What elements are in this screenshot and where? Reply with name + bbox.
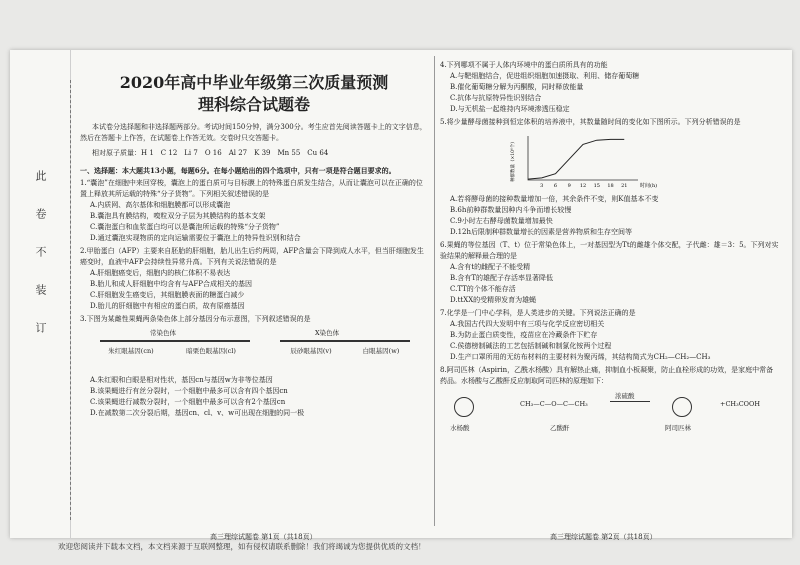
reactant-2-formula: CH₃—C—O—C—CH₃ (520, 400, 588, 408)
question-option: A.朱红眼和白眼是相对性状，基因cn与基因w为非等位基因 (90, 376, 273, 384)
y-axis-label: 种群数量（×10⁶个） (511, 139, 516, 182)
question-option: B.6h前种群数量因种内斗争而增长较慢 (450, 206, 572, 214)
growth-curve (528, 139, 624, 179)
question-option: D.胎儿的肝细胞中有相应的蛋白质，故有原癌基因 (90, 302, 245, 310)
question-option: C.侯德榜制碱法的工艺包括制碱和制氯化铵两个过程 (450, 342, 612, 350)
question-item (440, 60, 780, 115)
exam-title: 2020年高中毕业年级第三次质量预测 (119, 73, 389, 92)
chromosome-figure (80, 328, 428, 372)
reaction-scheme (440, 389, 780, 433)
question-stem: 3.下图为某雌性果蝇两条染色体上部分基因分布示意图，下列叙述错误的是 (80, 315, 311, 323)
exam-subtitle: 理科综合试题卷 (197, 95, 310, 114)
question-option: D.生产口罩所用的无纺布材料的主要材料为聚丙烯，其结构简式为CH₂—CH₂—CH₃ (450, 353, 711, 361)
gene-label: 白眼基因(w) (362, 347, 400, 355)
autosome-bar (100, 340, 250, 342)
binding-margin-text: 此 卷 不 装 订 (34, 170, 47, 341)
question-option: A.肝细胞癌变后，细胞内的核仁体积不易表达 (90, 269, 231, 277)
x-tick-label: 9 (567, 183, 571, 189)
exam-intro: 本试卷分选择题和非选择题两部分。考试时间150分钟，满分300分。考生应首先阅读答题卡上的文字信息，然后在答题卡上作答，在试题卷上作答无效。交卷时只交答题卡。 (80, 123, 427, 142)
x-chromosome-label: X染色体 (315, 329, 340, 337)
question-option: C.抗体与抗原特异性识别结合 (450, 94, 542, 102)
question-option: B.为防止蛋白质变性，疫苗应在冷藏条件下贮存 (450, 331, 598, 339)
growth-chart (500, 130, 658, 192)
byproduct-label: +CH₃COOH (720, 400, 760, 408)
x-axis-label: 时间(h) (640, 183, 658, 189)
question-option: B.囊泡具有膜结构，嗅粒双分子层为其膜结构的基本支架 (90, 212, 266, 220)
question-stem: 2.甲胎蛋白（AFP）主要来自胚胎的肝细胞，胎儿出生后约两周，AFP含量会下降到成人水平，但当肝细胞发生癌变时，血液中AFP会持续性异常升高。下列有关说法错误的是 (80, 247, 424, 266)
question-stem: 6.果蝇的等位基因（T、t）位于常染色体上，一对基因型为Tt的雌雄个体交配，子代雌：雄＝3：5。下列对实验结果的解释最合理的是 (440, 241, 779, 260)
gene-label: 暗栗色眼基因(cl) (186, 347, 236, 355)
question-item (80, 178, 428, 244)
benzene-ring-icon (454, 397, 474, 417)
question-item (80, 314, 428, 419)
question-item (440, 117, 780, 238)
atomic-masses: 相对原子质量：H 1 C 12 Li 7 O 16 Al 27 K 39 Mn 55 Cu 64 (92, 149, 329, 157)
benzene-ring-icon (672, 397, 692, 417)
reaction-arrow-icon (610, 401, 650, 402)
reactant-1-label: 水杨酸 (450, 424, 470, 432)
page-divider (434, 56, 435, 526)
question-option: C.9小时左右酵母菌数量增加最快 (450, 217, 553, 225)
left-question-list (80, 178, 428, 419)
question-stem: 8.阿司匹林（Aspirin，乙酰水杨酸）具有解热止痛，抑制血小板凝聚，防止血栓形成的功效，是家庭中常备药品。水杨酸与乙酸酐反应制取阿司匹林的原理如下： (440, 366, 774, 385)
autosome-label: 常染色体 (150, 329, 176, 337)
reaction-condition: 浓硫酸 (615, 392, 635, 400)
question-option: B.催化葡萄糖分解为丙酮酸，同时释放能量 (450, 83, 584, 91)
x-tick-label: 21 (621, 183, 628, 189)
x-tick-label: 18 (607, 183, 614, 189)
x-tick-label: 12 (579, 183, 587, 189)
question-option: D.12h后限制种群数量增长的因素是营养物质和生存空间等 (450, 228, 633, 236)
question-item (440, 240, 780, 306)
right-question-list (440, 60, 780, 541)
page-1: 2020年高中毕业年级第三次质量预测 理科综合试题卷 本试卷分选择题和非选择题两部分。考试时间150分钟，满分300分。考生应首先阅读答题卡上的文字信息，然后在答题卡上作答，在试题卷上作答无效。交卷时只交答题卡。 相对原子质量：H 1 C 12 Li 7 O 16 Al 27 K 39 Mn 55 Cu 64 一、选择题：本大题共13小题，每题6分。在每小题给出的四个选项中，只有一项是符合题目要求的。 1.“囊泡”在细胞中来回穿梭，囊泡上的蛋白质可与目标膜上的特殊蛋白质发生结合，从而让囊泡可以在正确的位置上释放其所运载的特殊“分子货物”。下列相关叙述错误的是 A.内质网、高尔基体和细胞膜都可以形成囊泡 B.囊泡具有膜结构，嗅粒双分子层为其膜结构的基本支架 C.囊泡蛋白和血浆蛋白均可以是囊泡所运载的特殊“分子货物” D.通过囊泡实现物质的定向运输需要位于囊泡上的特异性识别和结合 2.甲胎蛋白（AFP）主要来自胚胎的肝细胞，胎儿出生后约两周，AFP含量会下降到成人水平，但当肝细胞发生癌变时，血液中AFP会持续性异常升高。下列有关说法错误的是 A.肝细胞癌变后，细胞内的核仁体积不易表达 B.胎儿和成人肝细胞中均含有与AFP合成相关的基因 C.肝细胞发生癌变后，其细胞膜表面的糖蛋白减少 D.胎儿的肝细胞中有相应的蛋白质，故有原癌基因 3.下图为某雌性果蝇两条染色体上部分基因分布示意图，下列叙述错误的是 常染色体 X染色体 朱红眼基因(cn) 暗栗色眼基因(cl) 辰砂眼基因(v) 白眼基因(w) A.朱红眼和白眼是相对性状，基因cn与基因w为非等位基因 B.该果蝇进行有丝分裂时，一个细胞中最多可以含有四个基因cn C.该果蝇进行减数分裂时，一个细胞中最多可以含有2个基因cn D.在减数第二次分裂后期，基因cn、cl、v、w可出现在细胞的同一极 高三理综试题卷 第1页（共18页） (80, 73, 427, 541)
question-option: C.TT的个体不能存活 (450, 285, 516, 293)
reactant-2-label: 乙酸酐 (550, 424, 570, 432)
question-option: C.该果蝇进行减数分裂时，一个细胞中最多可以含有2个基因cn (90, 398, 286, 406)
question-option: C.肝细胞发生癌变后，其细胞膜表面的糖蛋白减少 (90, 291, 245, 299)
question-stem: 4.下列哪项不属于人体内环境中的蛋白质所具有的功能 (440, 61, 608, 69)
product-label: 阿司匹林 (665, 424, 691, 432)
question-item (80, 246, 428, 312)
question-option: A.与靶细胞结合，促进组织细胞加速摄取、利用、储存葡萄糖 (450, 72, 640, 80)
section-heading: 一、选择题：本大题共13小题，每题6分。在每小题给出的四个选项中，只有一项是符合题目要求的。 (80, 166, 396, 175)
chart-axes (528, 136, 638, 180)
x-tick-label: 15 (593, 183, 600, 189)
download-notice: 欢迎您阅读并下载本文档，本文档来源于互联网整理，如有侵权请联系删除！我们将竭诚为您提供优质的文档！ (58, 542, 426, 551)
question-item (440, 308, 780, 363)
question-option: A.内质网、高尔基体和细胞膜都可以形成囊泡 (90, 201, 231, 209)
question-option: A.含有t的雌配子不能受精 (450, 263, 531, 271)
question-option: B.该果蝇进行有丝分裂时，一个细胞中最多可以含有四个基因cn (90, 387, 288, 395)
question-option: D.在减数第二次分裂后期，基因cn、cl、v、w可出现在细胞的同一极 (90, 409, 305, 417)
question-option: A.若将酵母菌的接种数量增加一倍，其余条件不变，则K值基本不变 (450, 195, 659, 203)
x-chromosome-bar (280, 340, 410, 342)
question-stem: 1.“囊泡”在细胞中来回穿梭，囊泡上的蛋白质可与目标膜上的特殊蛋白质发生结合，从而让囊泡可以在正确的位置上释放其所运载的特殊“分子货物”。下列相关叙述错误的是 (80, 179, 423, 198)
question-option: A.我国古代四大发明中有三项与化学反应密切相关 (450, 320, 605, 328)
question-stem: 7.化学是一门中心学科，是人类进步的关键。下列说法正确的是 (440, 309, 636, 317)
binding-dash-line (70, 80, 71, 520)
question-option: D.ttXX的受精卵发育为雄蝇 (450, 296, 537, 304)
question-item (440, 365, 780, 433)
gene-label: 朱红眼基因(cn) (108, 347, 154, 355)
question-stem: 5.将少量酵母菌接种到恒定体积的培养液中，其数量随时间的变化如下图所示。下列分析错误的是 (440, 118, 741, 126)
question-option: C.囊泡蛋白和血浆蛋白均可以是囊泡所运载的特殊“分子货物” (90, 223, 280, 231)
x-tick-label: 3 (540, 183, 544, 189)
x-tick-label: 6 (553, 183, 558, 189)
question-option: B.胎儿和成人肝细胞中均含有与AFP合成相关的基因 (90, 280, 252, 288)
gene-label: 辰砂眼基因(v) (290, 347, 332, 355)
question-option: D.通过囊泡实现物质的定向运输需要位于囊泡上的特异性识别和结合 (90, 234, 301, 242)
page-2: 4.下列哪项不属于人体内环境中的蛋白质所具有的功能 A.与靶细胞结合，促进组织细胞加速摄取、利用、储存葡萄糖 B.催化葡萄糖分解为丙酮酸，同时释放能量 C.抗体与抗原特异性识别结合 D.与无机盐一起维持内环境渗透压稳定 5.将少量酵母菌接种到恒定体积的培养液中，其数量随时间的变化如下图所示。下列分析错误的是 3 6 9 12 15 18 21 时间(h) 种群数量（×10⁶个） A.若将酵母菌的接种数量增加一倍，其余条件不变，则K值基本不变 B.6h前种群数量因种内斗争而增长较慢 C.9小时左右酵母菌数量增加最快 D.12h后限制种群数量增长的因素是营养物质和生存空间等 6.果蝇的等位基因（T、t）位于常染色体上，一对基因型为Tt的雌雄个体交配，子代雌：雄＝3：5。下列对实验结果的解释最合理的是 A.含有t的雌配子不能受精 B.含有T的雄配子存活率显著降低 C.TT的个体不能存活 D.ttXX的受精卵发育为雄蝇 7.化学是一门中心学科，是人类进步的关键。下列说法正确的是 A.我国古代四大发明中有三项与化学反应密切相关 B.为防止蛋白质变性，疫苗应在冷藏条件下贮存 C.侯德榜制碱法的工艺包括制碱和制氯化铵两个过程 D.生产口罩所用的无纺布材料的主要材料为聚丙烯，其结构简式为CH₂—CH₂—CH₃ 8.阿司匹林（Aspirin，乙酰水杨酸）具有解热止痛，抑制血小板凝聚，防止血栓形成的功效，是家庭中常备药品。水杨酸与乙酸酐反应制取阿司匹林的原理如下： 水杨酸 CH₃—C—O—C—CH₃ 乙酸酐 浓硫酸 阿司匹林 +CH₃COOH 高三理综试题卷 第2页（共18页） (440, 61, 779, 541)
question-option: D.与无机盐一起维持内环境渗透压稳定 (450, 105, 570, 113)
exam-sheet (10, 50, 792, 541)
question-option: B.含有T的雄配子存活率显著降低 (450, 274, 554, 282)
